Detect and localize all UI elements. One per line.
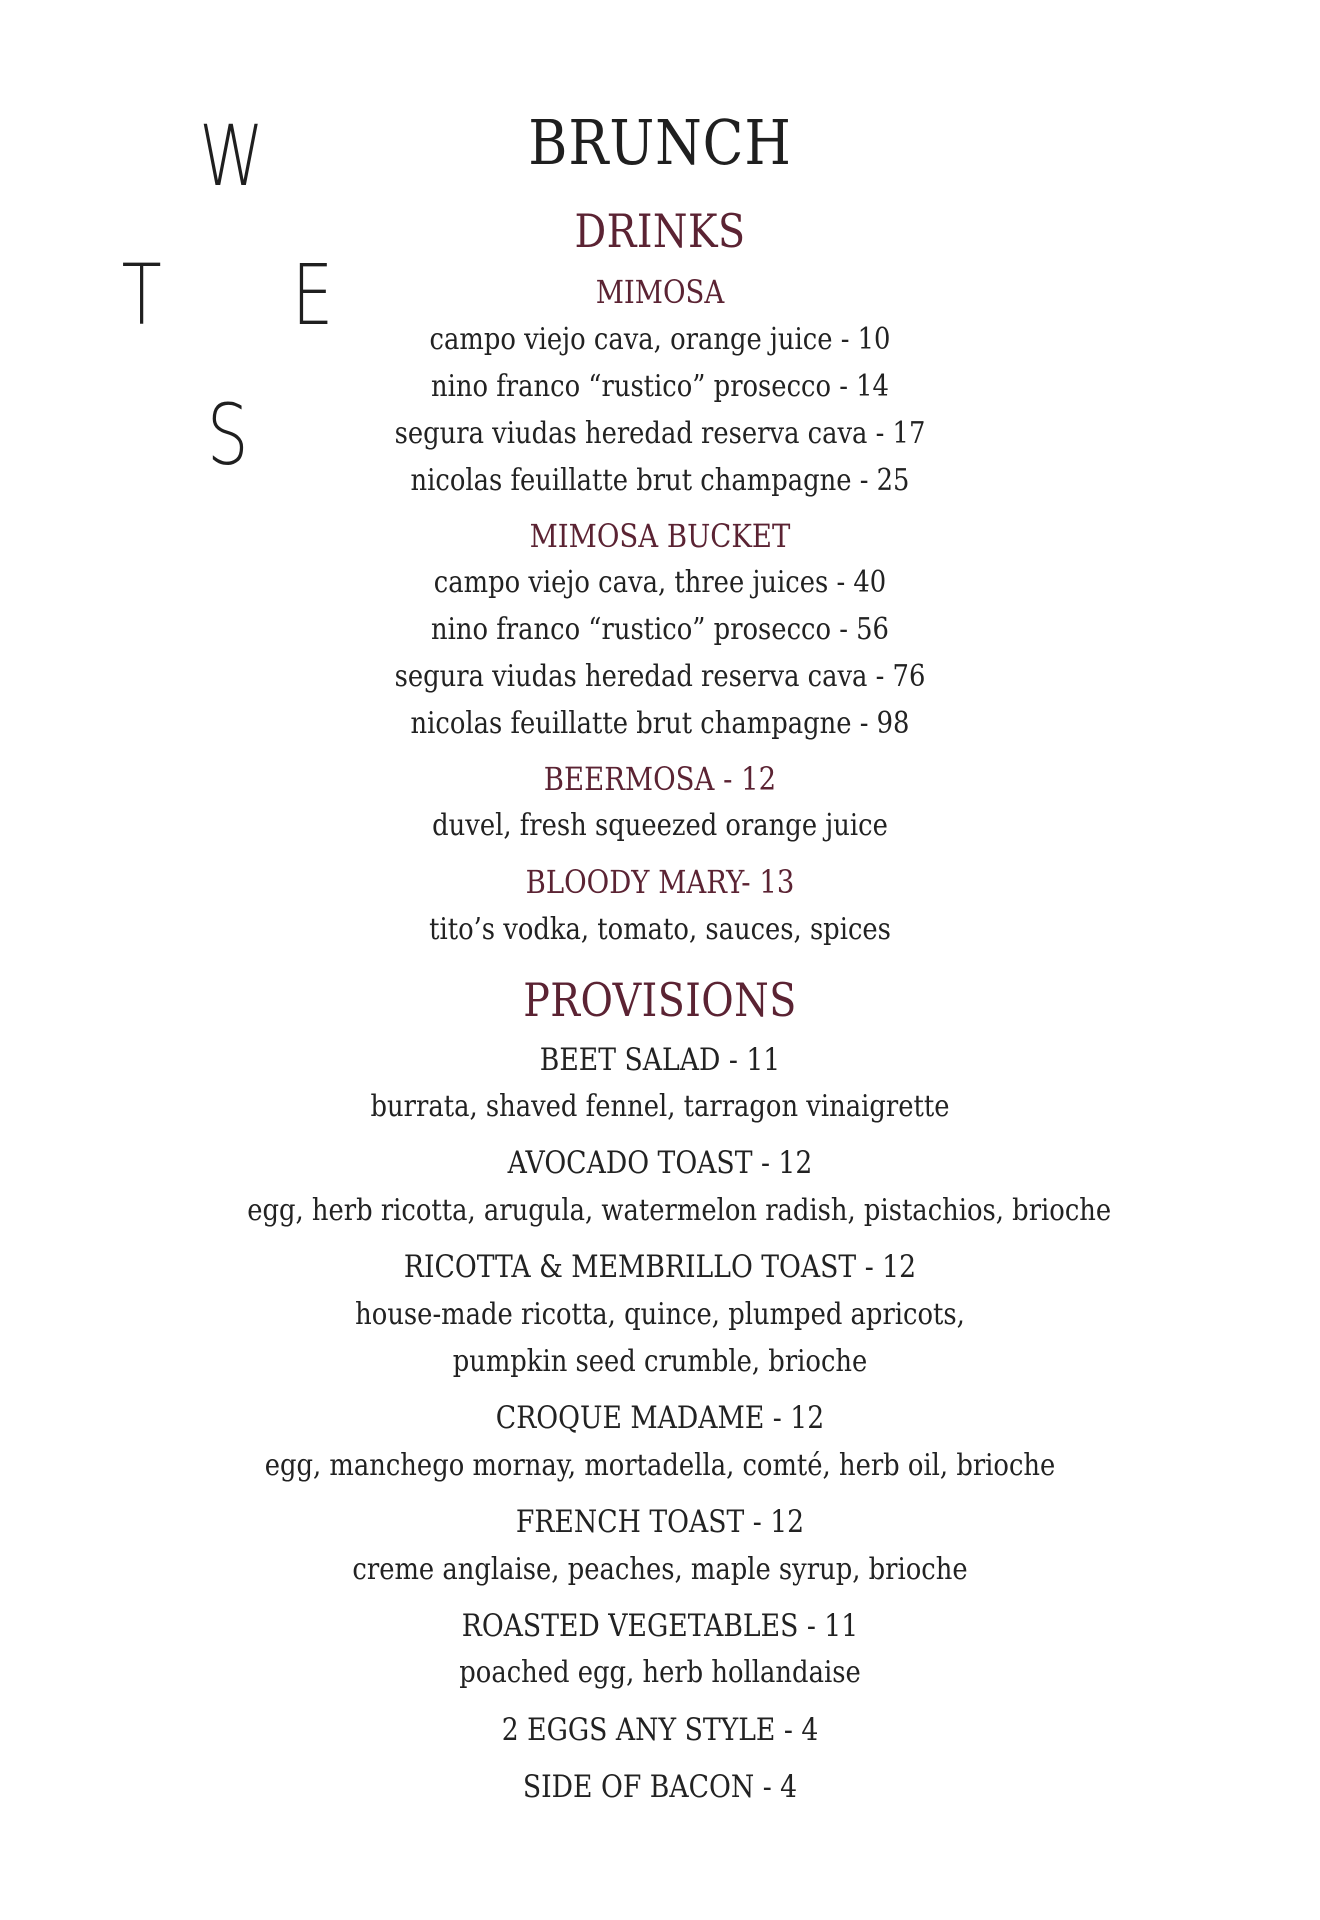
logo-letter-s: S	[206, 386, 249, 484]
drinks-heading: DRINKS	[574, 204, 746, 258]
menu-item-description: pumpkin seed crumble, brioche	[452, 1344, 868, 1379]
mimosa-line: nino franco “rustico” prosecco - 14	[431, 369, 889, 404]
logo-letter-w: W	[199, 107, 264, 205]
mimosa-bucket-title: MIMOSA BUCKET	[529, 517, 791, 555]
menu-item-title: FRENCH TOAST - 12	[515, 1504, 805, 1540]
menu-item-title: RICOTTA & MEMBRILLO TOAST - 12	[403, 1249, 917, 1285]
menu-item-description: poached egg, herb hollandaise	[459, 1655, 861, 1690]
mimosa-line: nicolas feuillatte brut champagne - 25	[410, 463, 910, 498]
beermosa-title: BEERMOSA - 12	[543, 760, 777, 798]
menu-item-title: 2 EGGS ANY STYLE - 4	[501, 1712, 819, 1748]
menu-item-title: BEET SALAD - 11	[539, 1042, 781, 1078]
logo-letter-e: E	[291, 246, 334, 344]
mimosa-line: segura viudas heredad reserva cava - 17	[394, 416, 926, 451]
menu-title: BRUNCH	[528, 106, 792, 179]
menu-item-title: SIDE OF BACON - 4	[522, 1769, 798, 1805]
mimosa-bucket-line: segura viudas heredad reserva cava - 76	[394, 659, 926, 694]
provisions-heading: PROVISIONS	[523, 973, 797, 1027]
mimosa-bucket-line: nicolas feuillatte brut champagne - 98	[410, 706, 910, 741]
bloody-mary-title: BLOODY MARY- 13	[525, 863, 795, 901]
logo-letter-t: T	[121, 246, 162, 344]
menu-item-description: house-made ricotta, quince, plumped apricots,	[355, 1297, 965, 1332]
menu-item-description: burrata, shaved fennel, tarragon vinaigrette	[370, 1089, 950, 1124]
menu-item-description: egg, herb ricotta, arugula, watermelon radish, pistachios, brioche	[247, 1193, 1112, 1228]
bloody-mary-line: tito’s vodka, tomato, sauces, spices	[429, 912, 891, 947]
beermosa-line: duvel, fresh squeezed orange juice	[432, 808, 888, 843]
mimosa-line: campo viejo cava, orange juice - 10	[429, 322, 891, 357]
menu-item-description: egg, manchego mornay, mortadella, comté, herb oil, brioche	[264, 1448, 1056, 1483]
mimosa-title: MIMOSA	[595, 273, 725, 311]
menu-item-description: creme anglaise, peaches, maple syrup, brioche	[352, 1552, 968, 1587]
menu-item-title: AVOCADO TOAST - 12	[507, 1145, 813, 1181]
mimosa-bucket-line: campo viejo cava, three juices - 40	[433, 565, 887, 600]
menu-item-title: CROQUE MADAME - 12	[495, 1400, 825, 1436]
menu-item-title: ROASTED VEGETABLES - 11	[461, 1608, 859, 1644]
mimosa-bucket-line: nino franco “rustico” prosecco - 56	[431, 612, 889, 647]
